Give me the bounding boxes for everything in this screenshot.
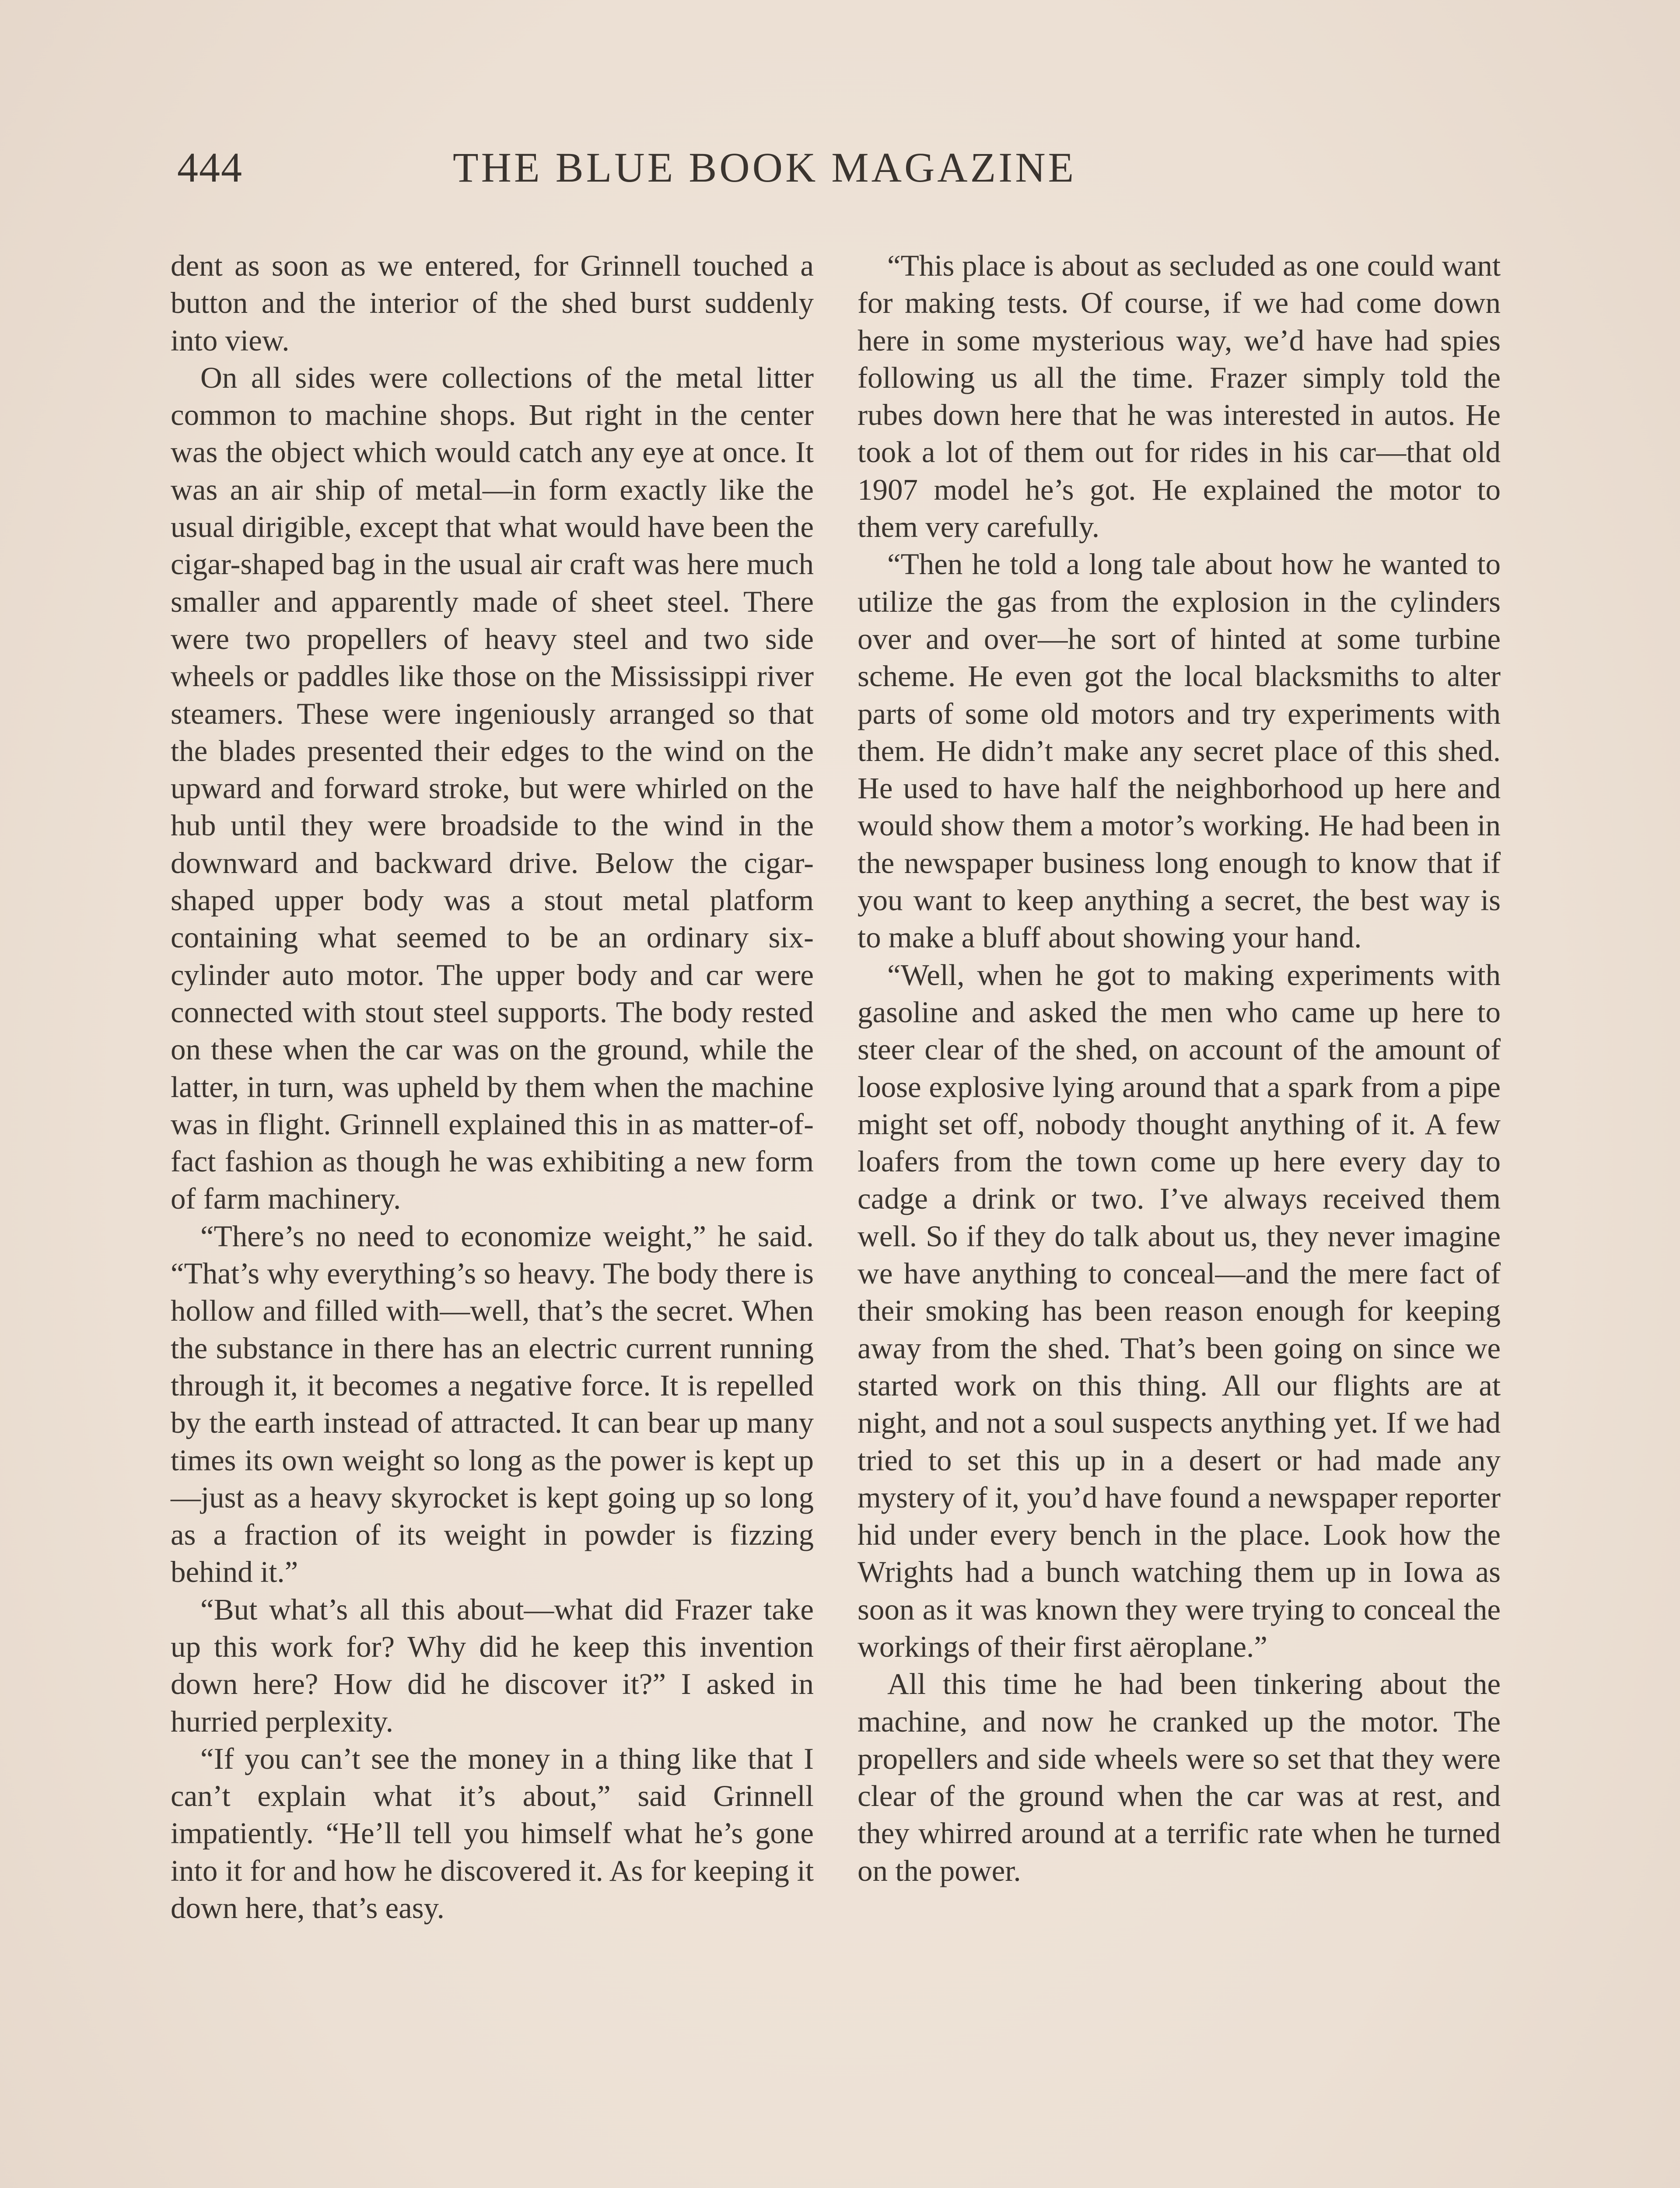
left-text-column [171,247,814,1927]
paragraph: “Then he told a long tale about how he wanted to utilize the gas from the explosion in the cylinders over and over—he sort of hinted at some turbine scheme. He even got the local blacksmiths to alter parts of some old motors and try experiments with them. He didn’t make any secret place of this shed. He used to have half the neighborhood up here and would show them a motor’s working. He had been in the newspaper business long enough to know that if you want to keep anything a secret, the best way is to make a bluff about showing your hand. [858,547,1501,954]
paragraph: On all sides were collections of the metal litter common to machine shops. But right in the center was the object which would catch any eye at once. It was an air ship of metal—in form exactly like the usual dirigible, except that what would have been the cigar-shaped bag in the usual air craft was here much smaller and apparently made of sheet steel. There were two propellers of heavy steel and two side wheels or paddles like those on the Mississippi river steamers. These were ingeniously arranged so that the blades presented their edges to the wind on the upward and forward stroke, but were whirled on the hub until they were broadside to the wind in the downward and backward drive. Below the cigar-shaped upper body was a stout metal platform containing what seemed to be an ordinary six-cylinder auto motor. The upper body and car were connected with stout steel supports. The body rested on these when the car was on the ground, while the latter, in turn, was upheld by them when the machine was in flight. Grinnell explained this in as matter-of-fact fashion as though he was exhibiting a new form of farm machinery. [171,361,814,1216]
paragraph: “Well, when he got to making experiments with gasoline and asked the men who came up here to steer clear of the shed, on account of the amount of loose explosive lying around that a spark from a pipe might set off, nobody thought anything of it. A few loafers from the town come up here every day to cadge a drink or two. I’ve always received them well. So if they do talk about us, they never imagine we have anything to conceal—and the mere fact of their smoking has been reason enough for keeping away from the shed. That’s been going on since we started work on this thing. All our flights are at night, and not a soul suspects anything yet. If we had tried to set this up in a desert or had made any mystery of it, you’d have found a newspaper reporter hid under every bench in the place. Look how the Wrights had a bunch watching them up in Iowa as soon as it was known they were trying to conceal the workings of their first aëroplane.” [858,958,1501,1663]
page-number: 444 [177,144,243,191]
paragraph: “If you can’t see the money in a thing like that I can’t explain what it’s about,” said Grinnell impatiently. “He’ll tell you himself what he’s gone into it for and how he discovered it. As for keeping it down here, that’s easy. [171,1742,814,1925]
running-title: THE BLUE BOOK MAGAZINE [453,144,1077,191]
paragraph: “This place is about as secluded as one could want for making tests. Of course, if we had come down here in some mysterious way, we’d have had spies following us all the time. Frazer simply told the rubes down here that he was interested in autos. He took a lot of them out for rides in his car—that old 1907 model he’s got. He explained the motor to them very carefully. [858,249,1501,544]
right-text-column [858,247,1501,1890]
paragraph: “There’s no need to economize weight,” he said. “That’s why everything’s so heavy. The body there is hollow and filled with—well, that’s the secret. When the substance in there has an electric current running through it, it becomes a negative force. It is repelled by the earth instead of attracted. It can bear up many times its own weight so long as the power is kept up—just as a heavy skyrocket is kept going up so long as a fraction of its weight in powder is fizzing behind it.” [171,1219,814,1589]
paragraph: dent as soon as we entered, for Grinnell touched a button and the interior of the shed burst suddenly into view. [171,249,814,357]
paragraph: “But what’s all this about—what did Frazer take up this work for? Why did he keep this invention down here? How did he discover it?” I asked in hurried perplexity. [171,1592,814,1738]
paragraph: All this time he had been tinkering about the machine, and now he cranked up the motor. The propellers and side wheels were so set that they were clear of the ground when the car was at rest, and they whirred around at a terrific rate when he turned on the power. [858,1667,1501,1887]
